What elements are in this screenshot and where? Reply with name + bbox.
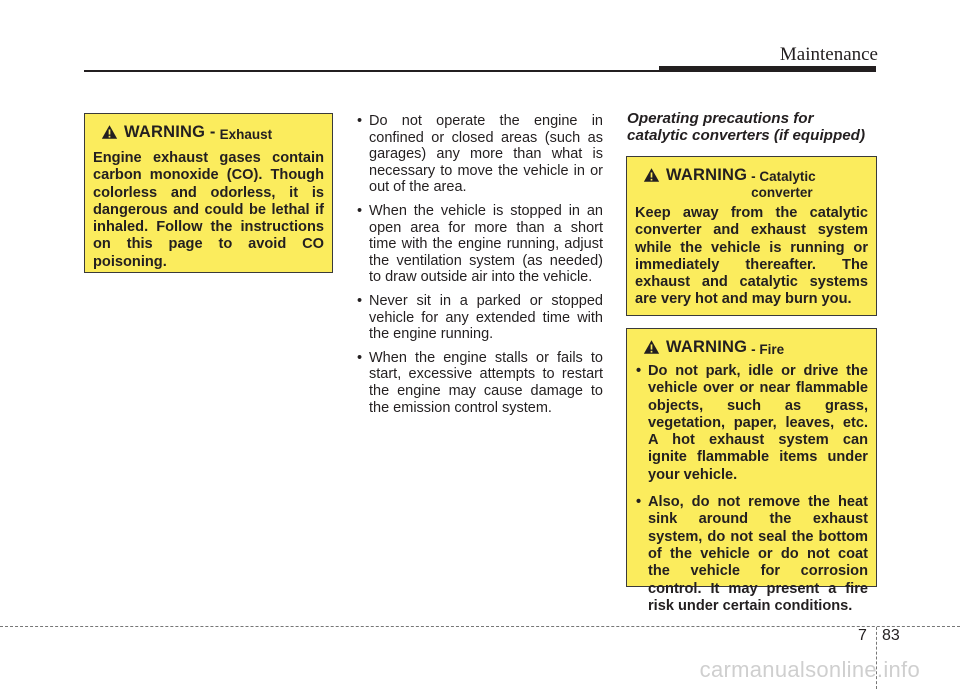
list-item: • Do not operate the engine in confined or closed areas (such as garages) any more than what is necessary to move the vehicle in or out of the area. [356,113,603,196]
warning-triangle-icon [643,167,660,183]
exhaust-precautions-list [356,113,603,416]
warning-header [101,124,324,148]
warning-subtitle: Exhaust [219,127,273,142]
warning-triangle-icon [101,124,118,140]
warning-body: Keep away from the catalytic converter and exhaust system while the vehicle is running or immediately thereafter. The exhaust and catalytic systems are very hot and may burn you. [635,205,868,308]
page-number: 83 [882,627,900,644]
list-item: • When the engine stalls or fails to start, excessive attempts to restart the engine may cause damage to the emission control system. [356,350,603,416]
warning-subtitle: - Catalytic converter [751,169,816,200]
warning-box-catalytic [626,156,877,316]
list-item: • Never sit in a parked or stopped vehicle for any extended time with the engine running. [356,293,603,343]
header-rule-thick [659,66,876,72]
warning-header [643,339,868,363]
exhaust-precautions-column [356,113,603,423]
warning-subtitle: - Fire [751,342,785,357]
list-item: • When the vehicle is stopped in an open area for more than a short time with the engine running, adjust the ventilation system (as needed) to draw outside air into the vehicle. [356,203,603,286]
watermark: carmanualsonline.info [699,657,920,682]
warning-word: WARNING - [124,123,216,141]
warning-header [643,167,868,205]
warning-word: WARNING [666,338,748,356]
warning-body: Engine exhaust gases contain carbon monoxide (CO). Though colorless and odorless, it is dangerous and could be lethal if inhaled. Follow the instructions on this page to avoid CO poisoning. [93,150,324,270]
list-item: • Do not park, idle or drive the vehicle over or near flammable objects, such as grass, vegetation, paper, leaves, etc. A hot exhaust system can ignite flammable items under your vehicle. [635,363,868,484]
warning-box-fire [626,328,877,614]
warning-triangle-icon [643,339,660,355]
fire-warning-list [635,363,868,615]
chapter-number: 7 [858,627,867,644]
list-item: • Also, do not remove the heat sink around the exhaust system, do not seal the bottom of the vehicle or do not coat the vehicle for corrosion control. It may present a fire risk under certain conditions. [635,494,868,615]
section-title: Operating precautions for catalytic converters (if equipped) [627,110,866,144]
warning-word: WARNING [666,166,748,184]
warning-box-exhaust [84,113,333,273]
page-header-title: Maintenance [779,44,878,65]
footer-rule [0,626,960,627]
